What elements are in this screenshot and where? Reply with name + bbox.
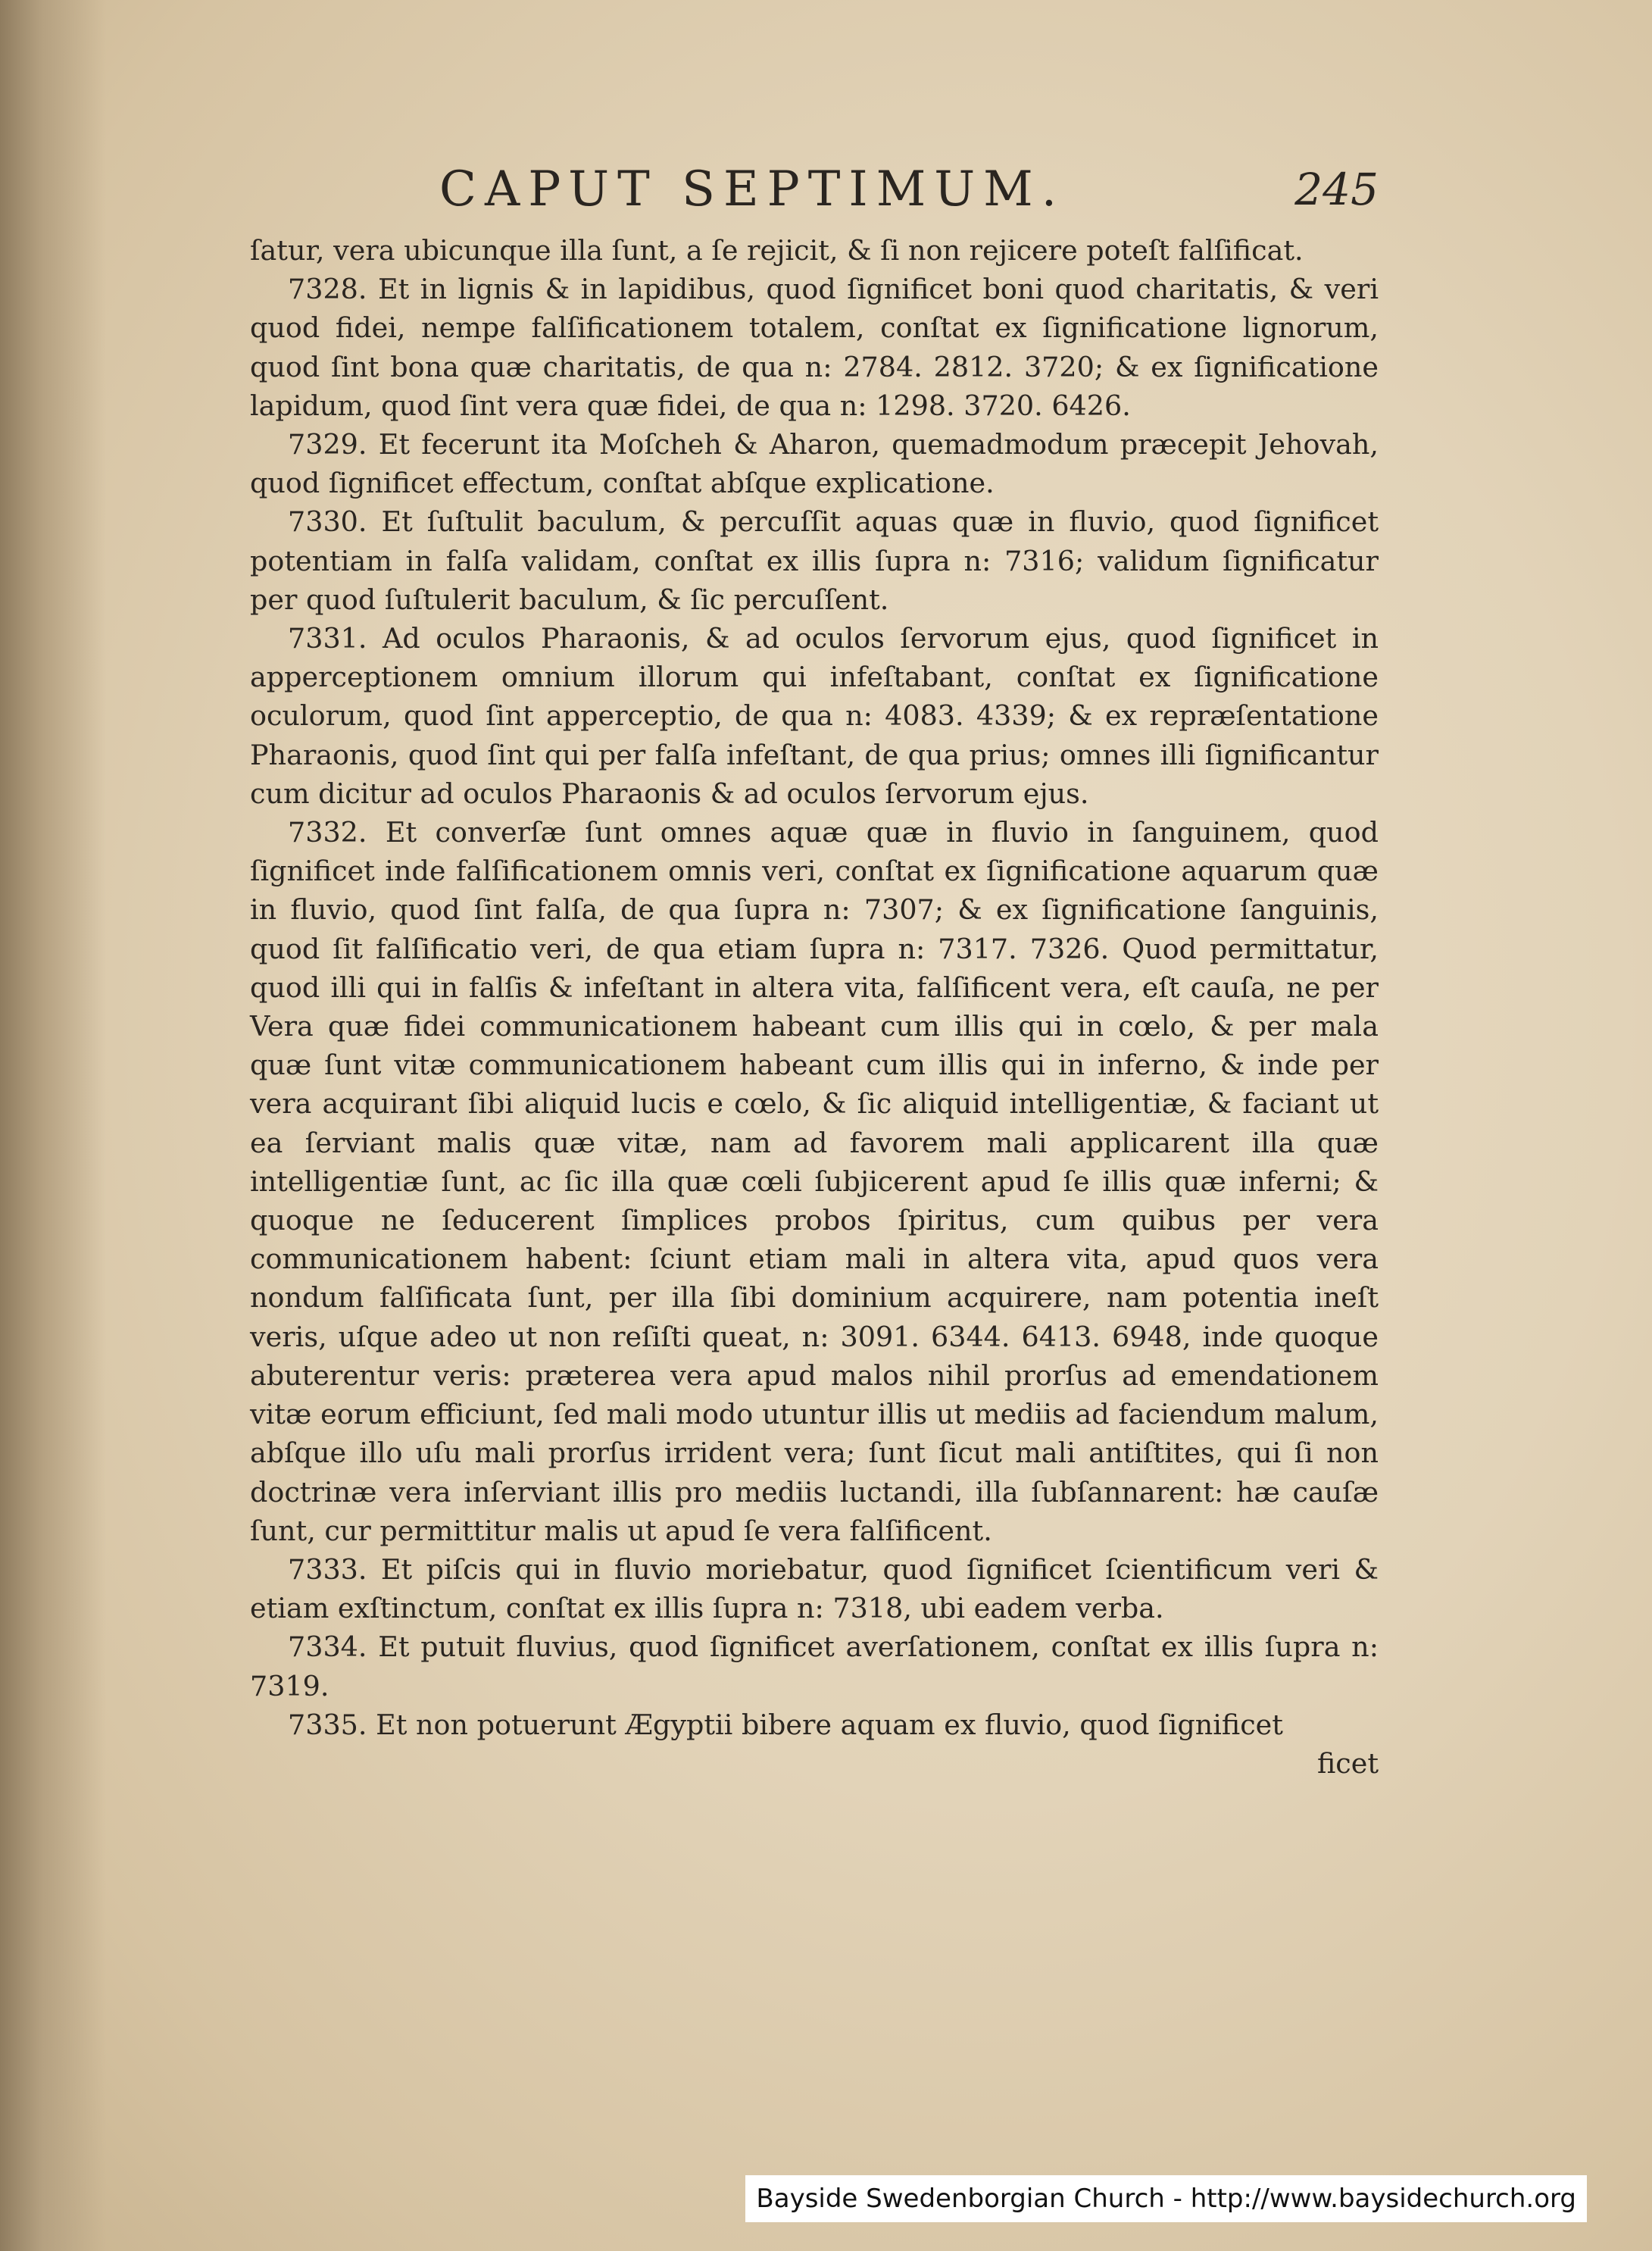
paragraph-7329: 7329. Et fecerunt ita Moſcheh & Aharon, quemadmodum præcepit Jehovah, quod ſignificet effectum, conſtat abſque explicatione. — [250, 428, 1379, 500]
paragraph-continuation: ſatur, vera ubicunque illa ſunt, a ſe rejicit, & ſi non rejicere poteſt falſificat. — [250, 234, 1304, 267]
paragraph-7335: 7335. Et non potuerunt Ægyptii bibere aquam ex fluvio, quod ſignificet — [288, 1708, 1283, 1741]
paragraph-7331: 7331. Ad oculos Pharaonis, & ad oculos ſervorum ejus, quod ſignificet in apperceptionem omnium illorum qui infeſtabant, conſtat ex ſignificatione oculorum, quod ſint apperceptio, de qua n: 4083. 4339; & ex repræſentatione Pharaonis, quod ſint qui per falſa infeſtant, de qua prius; omnes illi ſignificantur cum dicitur ad oculos Pharaonis & ad oculos ſervorum ejus. — [250, 622, 1379, 810]
running-title: CAPUT SEPTIMUM. — [439, 161, 1066, 217]
text-block — [250, 155, 1379, 1783]
paragraph-7333: 7333. Et piſcis qui in fluvio moriebatur, quod ſignificet ſcientificum veri & etiam exſtinctum, conſtat ex illis ſupra n: 7318, ubi eadem verba. — [250, 1552, 1379, 1625]
catchword: ficet — [1316, 1746, 1379, 1780]
paragraph-7334: 7334. Et putuit fluvius, quod ſignificet averſationem, conſtat ex illis ſupra n: 7319. — [250, 1630, 1379, 1702]
watermark-banner: Bayside Swedenborgian Church - http://www.baysidechurch.org — [745, 2175, 1587, 2222]
paragraph-7328: 7328. Et in lignis & in lapidibus, quod ſignificet boni quod charitatis, & veri quod fidei, nempe falſificationem totalem, conſtat ex ſignificatione lignorum, quod ſint bona quæ charitatis, de qua n: 2784. 2812. 3720; & ex ſignificatione lapidum, quod ſint vera quæ fidei, de qua n: 1298. 3720. 6426. — [250, 273, 1379, 422]
page-number: 245 — [1294, 164, 1379, 215]
paragraph-7332: 7332. Et converſæ ſunt omnes aquæ quæ in fluvio in ſanguinem, quod ſignificet inde falſificationem omnis veri, conſtat ex ſignificatione aquarum quæ in fluvio, quod ſint falſa, de qua ſupra n: 7307; & ex ſignificatione ſanguinis, quod ſit falſificatio veri, de qua etiam ſupra n: 7317. 7326. Quod permittatur, quod illi qui in falſis & infeſtant in altera vita, falſificent vera, eſt cauſa, ne per Vera quæ fidei communicationem habeant cum illis qui in cœlo, & per mala quæ ſunt vitæ communicationem habeant cum illis qui in inferno, & inde per vera acquirant ſibi aliquid lucis e cœlo, & ſic aliquid intelligentiæ, & faciant ut ea ſerviant malis quæ vitæ, nam ad favorem mali applicarent illa quæ intelligentiæ ſunt, ac ſic illa quæ cœli ſubjicerent apud ſe illis quæ inferni; & quoque ne ſeducerent ſimplices probos ſpiritus, cum quibus per vera communicationem habent: ſciunt etiam mali in altera vita, apud quos vera nondum falſificata ſunt, per illa ſibi dominium acquirere, nam potentia ineſt veris, uſque adeo ut non reſiſti queat, n: 3091. 6344. 6413. 6948, inde quoque abuterentur veris: præterea vera apud malos nihil prorſus ad emendationem vitæ eorum efficiunt, ſed mali modo utuntur illis ut mediis ad faciendum malum, abſque illo uſu mali prorſus irrident vera; ſunt ſicut mali antiſtites, qui ſi non doctrinæ vera inſerviant illis pro mediis luctandi, illa ſubſannarent: hæ cauſæ ſunt, cur permittitur malis ut apud ſe vera falſificent. — [250, 816, 1379, 1547]
gutter-shadow — [0, 0, 106, 2251]
paragraph-7330: 7330. Et ſuſtulit baculum, & percuſſit aquas quæ in fluvio, quod ſignificet potentiam in falſa validam, conſtat ex illis ſupra n: 7316; validum ſignificatur per quod ſuſtulerit baculum, & ſic percuſſent. — [250, 505, 1379, 616]
running-head — [250, 155, 1379, 224]
